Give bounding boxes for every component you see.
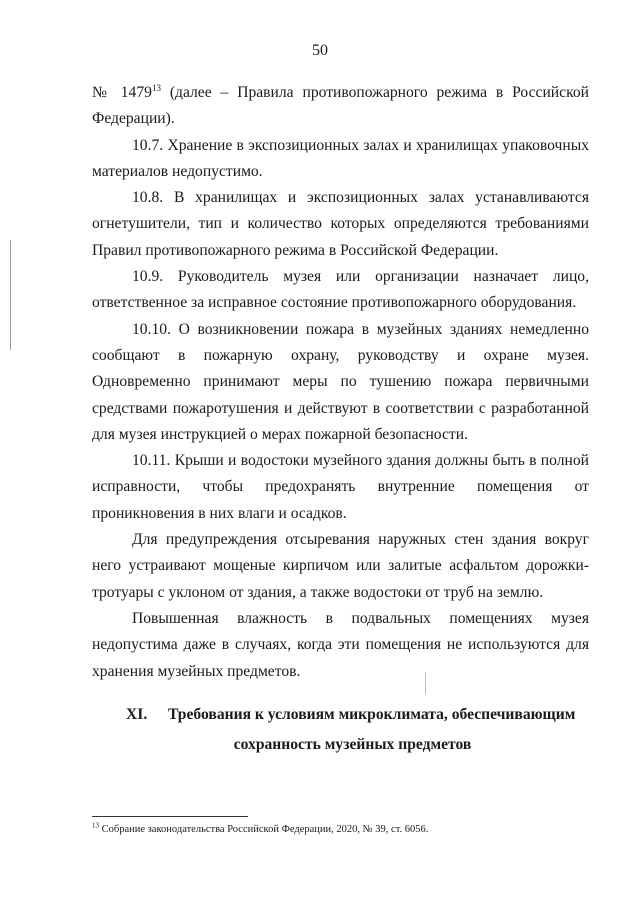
footnote-text: Собрание законодательства Российской Федерации, 2020, № 39, ст. 6056. [99,824,429,835]
paragraph-10-7: 10.7. Хранение в экспозиционных залах и хранилищах упаковочных материалов недопустимо. [92,136,589,180]
paragraph-humidity: Повышенная влажность в подвальных помещениях музея недопустима даже в случаях, когда эти помещения не используются для хранения музейных предметов. [92,609,589,680]
section-title-line-1: Требования к условиям микроклимата, обеспечивающим [168,706,576,723]
section-title-line-2: сохранность музейных предметов [233,736,472,753]
footnote-separator [92,816,248,817]
paragraph-text: (далее – Правила противопожарного режима в Российской Федерации). [92,84,589,128]
paragraph-walls: Для предупреждения отсыревания наружных стен здания вокруг него устраивают мощеные кирпичом или залитые асфальтом дорожки-тротуары с уклоном от здания, а также водостоки от труб на землю. [92,531,589,601]
body-text [92,80,589,685]
page-number: 50 [312,42,328,59]
paragraph-10-11: 10.11. Крыши и водостоки музейного здания должны быть в полной исправности, чтобы предохранять внутренние помещения от проникновения в них влаги и осадков. [92,452,589,522]
law-number: № 1479 [92,84,152,101]
footnote-marker: 13 [92,821,99,830]
paragraph-10-9: 10.9. Руководитель музея или организации назначает лицо, ответственное за исправное состояние противопожарного оборудования. [92,268,589,312]
footnote-reference: 13 [151,82,161,93]
footnote [92,823,428,837]
section-number: XI. [126,706,148,723]
paragraph-continuation [92,80,589,133]
scan-edge-mark [10,240,11,350]
paragraph-10-8: 10.8. В хранилищах и экспозиционных залах устанавливаются огнетушители, тип и количество которых определяются требованиями Правил противопожарного режима в Российской Федерации. [92,189,589,259]
paragraph-10-10: 10.10. О возникновении пожара в музейных зданиях немедленно сообщают в пожарную охрану, руководству и охране музея. Одновременно принимают меры по тушению пожара первичными средствами пожаротушения и действуют в соответствии с разработанной для музея инструкцией о мерах пожарной безопасности. [92,320,589,443]
